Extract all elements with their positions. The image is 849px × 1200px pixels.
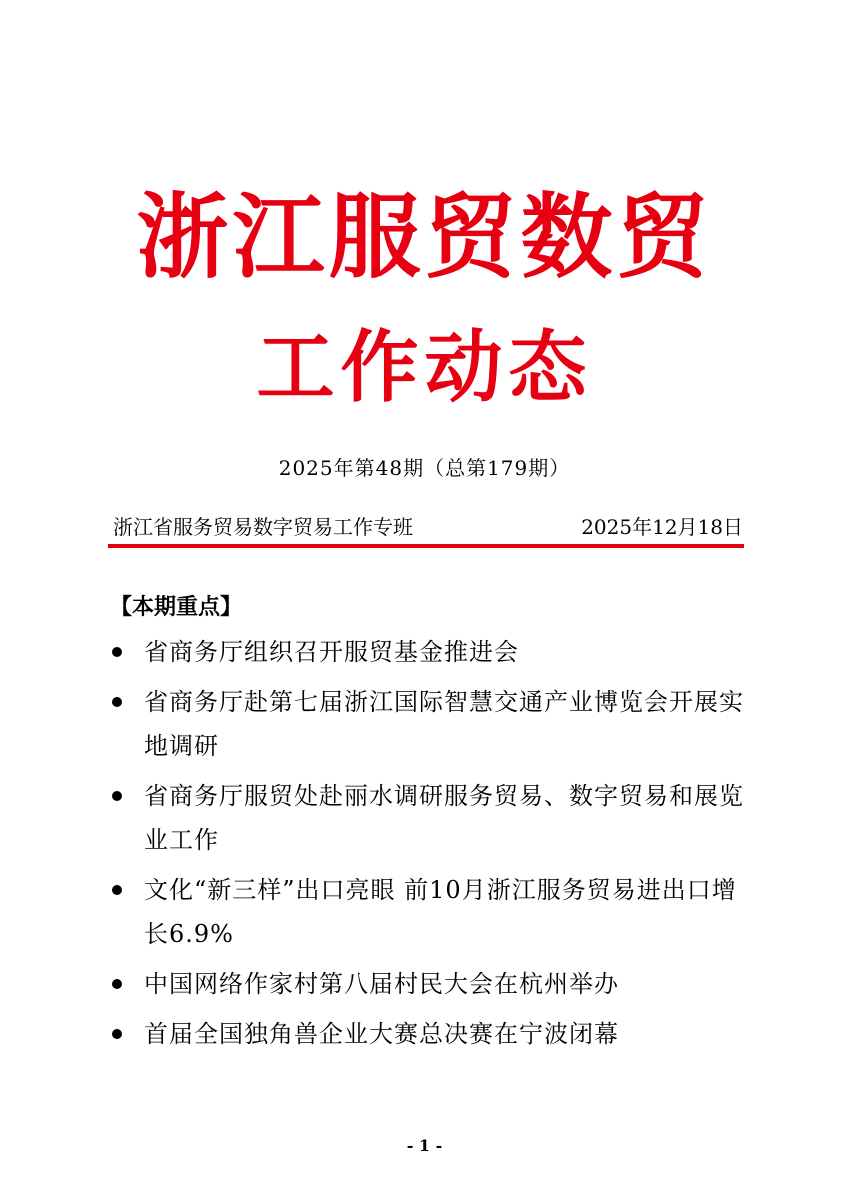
issue-number: 2025年第48期（总第179期） <box>278 456 571 480</box>
highlight-text: 中国网络作家村第八届村民大会在杭州举办 <box>144 970 619 998</box>
highlight-item <box>110 774 750 862</box>
highlight-item <box>110 1012 750 1056</box>
publication-date: 2025年12月18日 <box>581 515 743 539</box>
bullet-icon <box>112 979 122 989</box>
bullet-icon <box>112 647 122 657</box>
publisher-name: 浙江省服务贸易数字贸易工作专班 <box>113 515 413 539</box>
highlight-item <box>110 680 750 768</box>
masthead-title-line-1: 浙江服贸数贸 <box>136 184 713 291</box>
highlights-list <box>110 630 750 1062</box>
bullet-icon <box>112 791 122 801</box>
highlights-heading: 【本期重点】 <box>110 595 243 620</box>
highlight-text: 文化“新三样”出口亮眼 前10月浙江服务贸易进出口增长6.9% <box>144 876 737 948</box>
highlight-text: 省商务厅组织召开服贸基金推进会 <box>144 638 519 666</box>
header-divider <box>108 544 744 548</box>
page-number: - 1 - <box>406 1136 443 1155</box>
highlight-text: 首届全国独角兽企业大赛总决赛在宁波闭幕 <box>144 1020 619 1048</box>
masthead-title-line-2: 工作动态 <box>256 323 593 413</box>
highlight-text: 省商务厅服贸处赴丽水调研服务贸易、数字贸易和展览业工作 <box>144 782 744 854</box>
highlight-item <box>110 868 750 956</box>
highlight-item <box>110 630 750 674</box>
highlight-text: 省商务厅赴第七届浙江国际智慧交通产业博览会开展实地调研 <box>144 688 744 760</box>
bullet-icon <box>112 885 122 895</box>
bullet-icon <box>112 1029 122 1039</box>
bullet-icon <box>112 697 122 707</box>
highlight-item <box>110 962 750 1006</box>
